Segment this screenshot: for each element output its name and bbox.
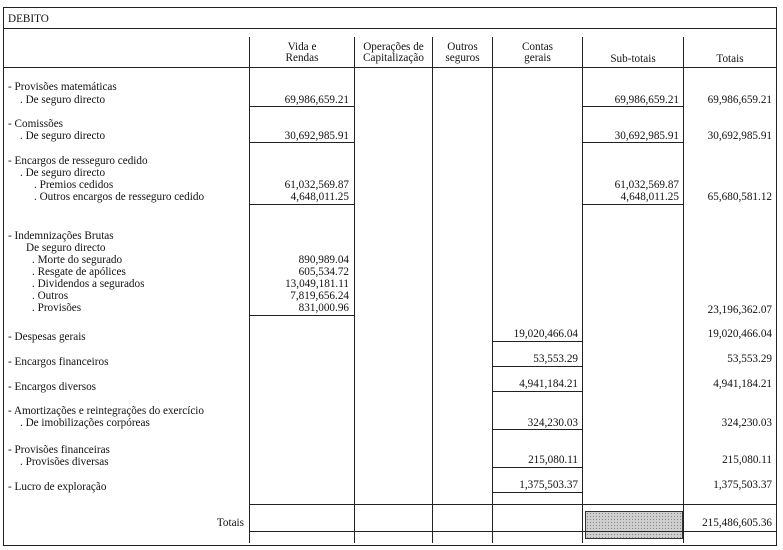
cell-underline: [493, 467, 582, 468]
cell-value: 61,032,569.87: [614, 179, 679, 191]
row-sublabel: . De imobilizações corpóreas: [20, 417, 150, 429]
totals-bottom-line: [250, 531, 776, 532]
header-line: Capitalização: [363, 52, 424, 64]
totals-divider: [250, 504, 776, 505]
header-line: seguros: [445, 52, 480, 64]
header-line: Rendas: [285, 52, 319, 64]
cell-value: 30,692,985.91: [614, 130, 679, 142]
cell-value: 890,989.04: [298, 254, 349, 266]
cell-value: 13,049,181.11: [285, 278, 349, 290]
row-label: - Amortizações e reintegrações do exercício: [8, 405, 204, 417]
cell-value: 19,020,466.04: [513, 328, 578, 340]
cell-value: 69,986,659.21: [614, 94, 679, 106]
row-sublabel: De seguro directo: [26, 242, 106, 254]
cell-value: 1,375,503.37: [519, 479, 578, 491]
title-divider: [4, 28, 776, 29]
header-operacoes-capitalizacao: [355, 42, 432, 64]
header-outros-seguros: [433, 42, 492, 64]
column-divider: [683, 37, 684, 543]
row-label: - Encargos financeiros: [8, 356, 109, 368]
cell-underline: [493, 341, 582, 342]
cell-underline: [250, 315, 354, 316]
cell-underline: [493, 366, 582, 367]
cell-value: 1,375,503.37: [713, 479, 772, 491]
row-sublabel: . Dividendos a segurados: [32, 278, 145, 290]
cell-value: 53,553.29: [727, 353, 772, 365]
header-subtotais: Sub-totais: [610, 53, 656, 65]
cell-value: 65,680,581.12: [707, 191, 772, 203]
shaded-cell: [585, 511, 683, 539]
cell-underline: [583, 106, 683, 107]
cell-underline: [583, 204, 683, 205]
row-label: - Lucro de exploração: [8, 481, 107, 493]
cell-value: 605,534.72: [298, 266, 349, 278]
cell-value: 30,692,985.91: [707, 130, 772, 142]
cell-value: 324,230.03: [527, 417, 578, 429]
column-divider: [354, 37, 355, 543]
cell-value: 19,020,466.04: [707, 328, 772, 340]
row-label: - Encargos de resseguro cedido: [8, 155, 148, 167]
table-title: DEBITO: [8, 13, 49, 25]
header-totais: Totais: [716, 53, 744, 65]
row-sublabel: . Morte do segurado: [32, 254, 123, 266]
cell-underline: [583, 142, 683, 143]
column-divider: [582, 37, 583, 543]
header-line: Outros: [447, 41, 478, 53]
cell-value: 53,553.29: [533, 353, 578, 365]
cell-value: 831,000.96: [298, 302, 349, 314]
row-sublabel: . Outros encargos de resseguro cedido: [34, 191, 205, 203]
cell-underline: [250, 106, 354, 107]
header-line: Vida e: [287, 41, 317, 53]
row-label: - Provisões financeiras: [8, 444, 110, 456]
cell-value: 61,032,569.87: [284, 179, 349, 191]
row-label: - Provisões matemáticas: [8, 81, 117, 93]
cell-value: 7,819,656.24: [290, 290, 349, 302]
cell-underline: [250, 142, 354, 143]
row-sublabel: . Outros: [32, 290, 69, 302]
row-label: - Indemnizações Brutas: [8, 230, 114, 242]
header-line: Contas: [521, 41, 554, 53]
row-sublabel: . Provisões: [32, 302, 82, 314]
row-sublabel: . Provisões diversas: [20, 456, 109, 468]
cell-value: 215,080.11: [722, 454, 772, 466]
row-sublabel: . De seguro directo: [20, 167, 106, 179]
cell-value: 4,648,011.25: [290, 191, 349, 203]
cell-value: 4,941,184.21: [713, 378, 772, 390]
column-divider: [432, 37, 433, 543]
totals-label: Totais: [216, 517, 244, 529]
cell-underline: [493, 391, 582, 392]
row-label: - Encargos diversos: [8, 381, 97, 393]
header-divider: [4, 67, 776, 68]
cell-underline: [250, 204, 354, 205]
header-line: gerais: [524, 52, 551, 64]
row-sublabel: . Premios cedidos: [34, 179, 114, 191]
header-contas-gerais: [493, 42, 582, 64]
row-label: - Comissões: [8, 118, 64, 130]
row-sublabel: . Resgate de apólices: [32, 266, 126, 278]
cell-value: 30,692,985.91: [284, 130, 349, 142]
grand-total-value: 215,486,605.36: [702, 517, 772, 529]
row-sublabel: . De seguro directo: [20, 94, 106, 106]
cell-value: 69,986,659.21: [284, 94, 349, 106]
row-label: - Despesas gerais: [8, 331, 86, 343]
row-sublabel: . De seguro directo: [20, 130, 106, 142]
cell-value: 23,196,362.07: [707, 304, 772, 316]
debit-table: [3, 7, 777, 546]
cell-value: 4,648,011.25: [620, 191, 679, 203]
cell-underline: [493, 492, 582, 493]
cell-value: 324,230.03: [721, 417, 772, 429]
header-line: Operações de: [363, 41, 424, 53]
cell-value: 215,080.11: [528, 454, 578, 466]
cell-value: 69,986,659.21: [707, 94, 772, 106]
header-vida-rendas: [250, 42, 354, 64]
cell-underline: [493, 429, 582, 430]
cell-value: 4,941,184.21: [519, 378, 578, 390]
